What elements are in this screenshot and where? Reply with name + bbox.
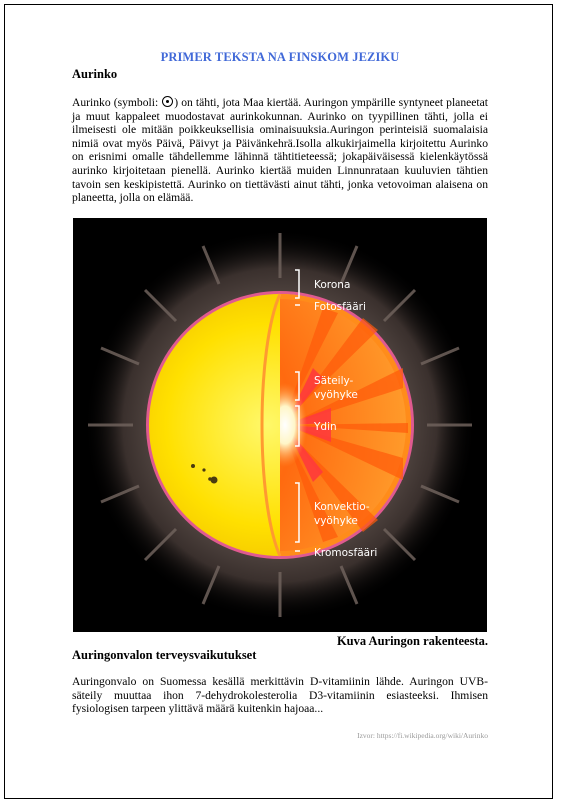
label-ydin: Ydin bbox=[314, 421, 337, 433]
figure-caption: Kuva Auringon rakenteesta. bbox=[336, 634, 488, 648]
section-health-effects bbox=[72, 648, 488, 716]
paragraph-aurinko bbox=[72, 96, 488, 205]
paragraph-health: Auringonvalo on Suomessa kesällä merkittävin D-vitamiinin lähde. Auringon UVB-säteily muuttaa ihon 7-dehydrokolesterolia D3-vitamiinin esiasteeksi. Ihmisen fysiologisen tarpeen ylittävä määrä kuitenkin hajoaa... bbox=[72, 675, 488, 716]
source-citation: Izvor: https://fi.wikipedia.org/wiki/Aurinko bbox=[357, 731, 488, 740]
label-kromosfaari: Kromosfääri bbox=[314, 547, 378, 559]
section-heading-aurinko: Aurinko bbox=[72, 67, 118, 81]
label-korona: Korona bbox=[314, 279, 351, 291]
sun-structure-figure bbox=[73, 218, 487, 632]
label-konvektio-1: Konvektio- bbox=[314, 501, 370, 513]
paragraph-text-rest: ) on tähti, jota Maa kiertää. Auringon ympärille syntyneet planeetat ja muut kappaleet muodostavat aurinkokunnan. Aurinko on tyypillinen tähti, jolla ei ilmeisesti ole mitään poikkeuksellisia ominaisuuksia.Auringon perinteisiä suomalaisia nimiä ovat myös Päivä, Päivyt ja Päivänkehrä.Isolla alkukirjaimella kirjoitettu Aurinko on erisnimi omalle tähdellemme lähinnä tähtitieteessä; jokapäiväisessä kielenkäytössä aurinko kirjoitetaan pienellä. Aurinko kiertää muiden Linnunrataan kuuluvien tähtien tavoin sen keskipistettä. Aurinko on tiettävästi ainut tähti, jonka vetovoiman alaisena on planeetta, jolla on elämää. bbox=[72, 96, 488, 205]
paragraph-text-start: Aurinko (symboli: bbox=[72, 96, 162, 109]
label-fotosfaari: Fotosfääri bbox=[314, 301, 366, 313]
label-sateily-1: Säteily- bbox=[314, 375, 354, 387]
sun-symbol-icon bbox=[162, 96, 173, 107]
label-sateily-2: vyöhyke bbox=[314, 389, 358, 401]
section-aurinko bbox=[72, 50, 488, 205]
sun-structure-illustration bbox=[73, 218, 487, 632]
document-title: PRIMER TEKSTA NA FINSKOM JEZIKU bbox=[160, 50, 400, 64]
section-heading-health: Auringonvalon terveysvaikutukset bbox=[72, 648, 257, 662]
label-konvektio-2: vyöhyke bbox=[314, 515, 358, 527]
